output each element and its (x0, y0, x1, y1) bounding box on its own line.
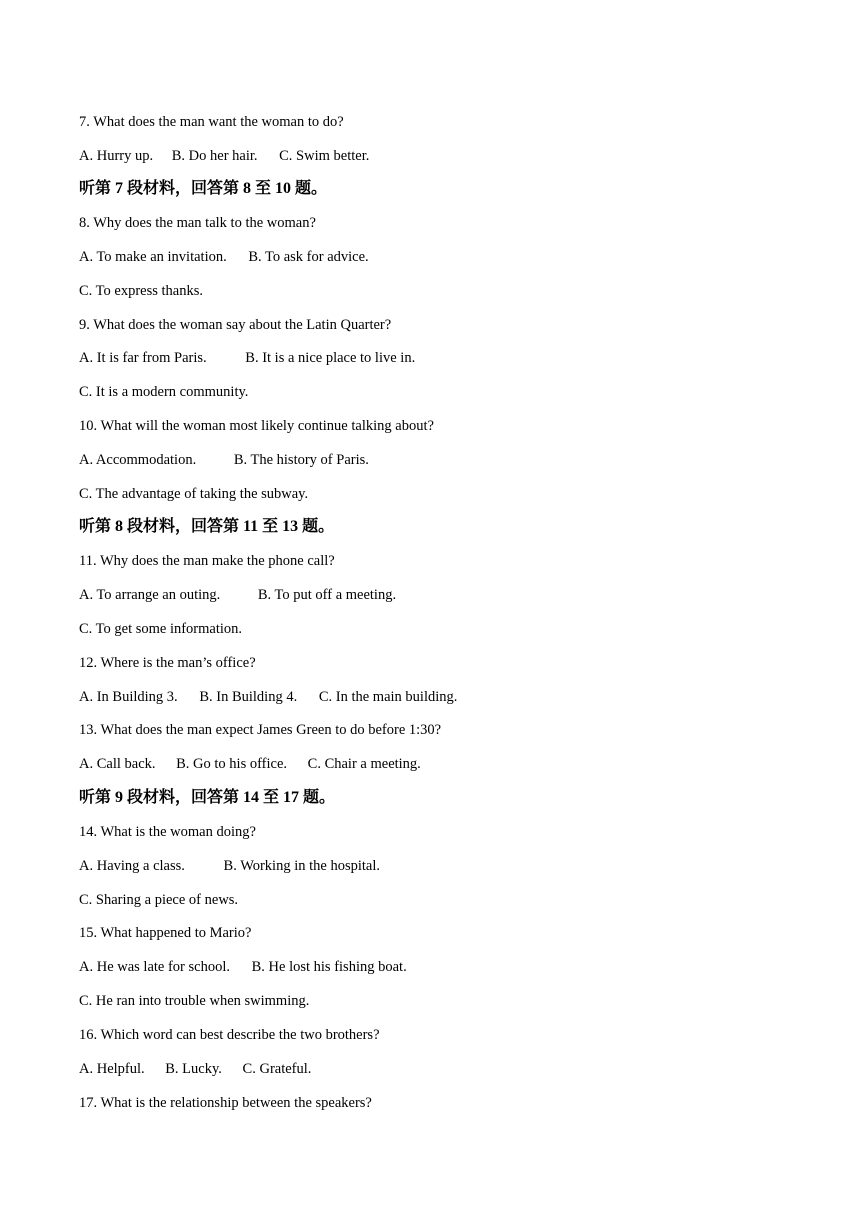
options-8 (79, 247, 369, 267)
question-16: 16. Which word can best describe the two brothers? (79, 1027, 380, 1043)
section-heading-9: 听第 9 段材料，回答第 14 至 17 题。 (79, 789, 336, 806)
option-10c: C. The advantage of taking the subway. (79, 486, 309, 502)
option-12b: B. In Building 4. (199, 689, 298, 705)
option-15c: C. He ran into trouble when swimming. (79, 993, 310, 1009)
option-7b: B. Do her hair. (171, 148, 258, 164)
options-16 (79, 1059, 311, 1079)
option-14c: C. Sharing a piece of news. (79, 892, 239, 908)
option-12a: A. In Building 3. (79, 689, 178, 705)
option-15b: B. He lost his fishing boat. (251, 959, 407, 975)
option-11b: B. To put off a meeting. (257, 587, 397, 603)
option-8a: A. To make an invitation. (79, 249, 227, 265)
question-13: 13. What does the man expect James Green to do before 1:30? (79, 722, 442, 738)
section-heading-8: 听第 8 段材料，回答第 11 至 13 题。 (79, 518, 335, 535)
option-8c: C. To express thanks. (79, 283, 203, 299)
option-16b: B. Lucky. (165, 1061, 222, 1077)
options-9 (79, 348, 415, 368)
option-10a: A. Accommodation. (79, 452, 197, 468)
question-11: 11. Why does the man make the phone call? (79, 553, 335, 569)
option-13a: A. Call back. (79, 756, 156, 772)
section-heading-7: 听第 7 段材料，回答第 8 至 10 题。 (79, 180, 328, 197)
question-9: 9. What does the woman say about the Latin Quarter? (79, 317, 392, 333)
option-10b: B. The history of Paris. (233, 452, 369, 468)
option-14b: B. Working in the hospital. (223, 858, 380, 874)
option-9b: B. It is a nice place to live in. (245, 350, 416, 366)
option-11c: C. To get some information. (79, 621, 243, 637)
option-15a: A. He was late for school. (79, 959, 230, 975)
option-7a: A. Hurry up. (79, 148, 154, 164)
options-15 (79, 957, 407, 977)
question-15: 15. What happened to Mario? (79, 925, 252, 941)
question-10: 10. What will the woman most likely continue talking about? (79, 418, 434, 434)
option-16a: A. Helpful. (79, 1061, 145, 1077)
question-17: 17. What is the relationship between the speakers? (79, 1095, 372, 1111)
question-12: 12. Where is the man’s office? (79, 655, 256, 671)
options-10 (79, 450, 369, 470)
options-14 (79, 856, 380, 876)
option-9a: A. It is far from Paris. (79, 350, 207, 366)
question-14: 14. What is the woman doing? (79, 824, 256, 840)
option-7c: C. Swim better. (279, 148, 370, 164)
options-13 (79, 754, 421, 774)
option-11a: A. To arrange an outing. (79, 587, 221, 603)
option-12c: C. In the main building. (318, 689, 458, 705)
options-12 (79, 687, 457, 707)
option-16c: C. Grateful. (242, 1061, 312, 1077)
option-13b: B. Go to his office. (176, 756, 288, 772)
option-8b: B. To ask for advice. (248, 249, 369, 265)
option-9c: C. It is a modern community. (79, 384, 249, 400)
question-8: 8. Why does the man talk to the woman? (79, 215, 316, 231)
question-7: 7. What does the man want the woman to do? (79, 114, 344, 130)
option-14a: A. Having a class. (79, 858, 185, 874)
options-11 (79, 585, 396, 605)
options-7 (79, 146, 369, 166)
option-13c: C. Chair a meeting. (307, 756, 421, 772)
